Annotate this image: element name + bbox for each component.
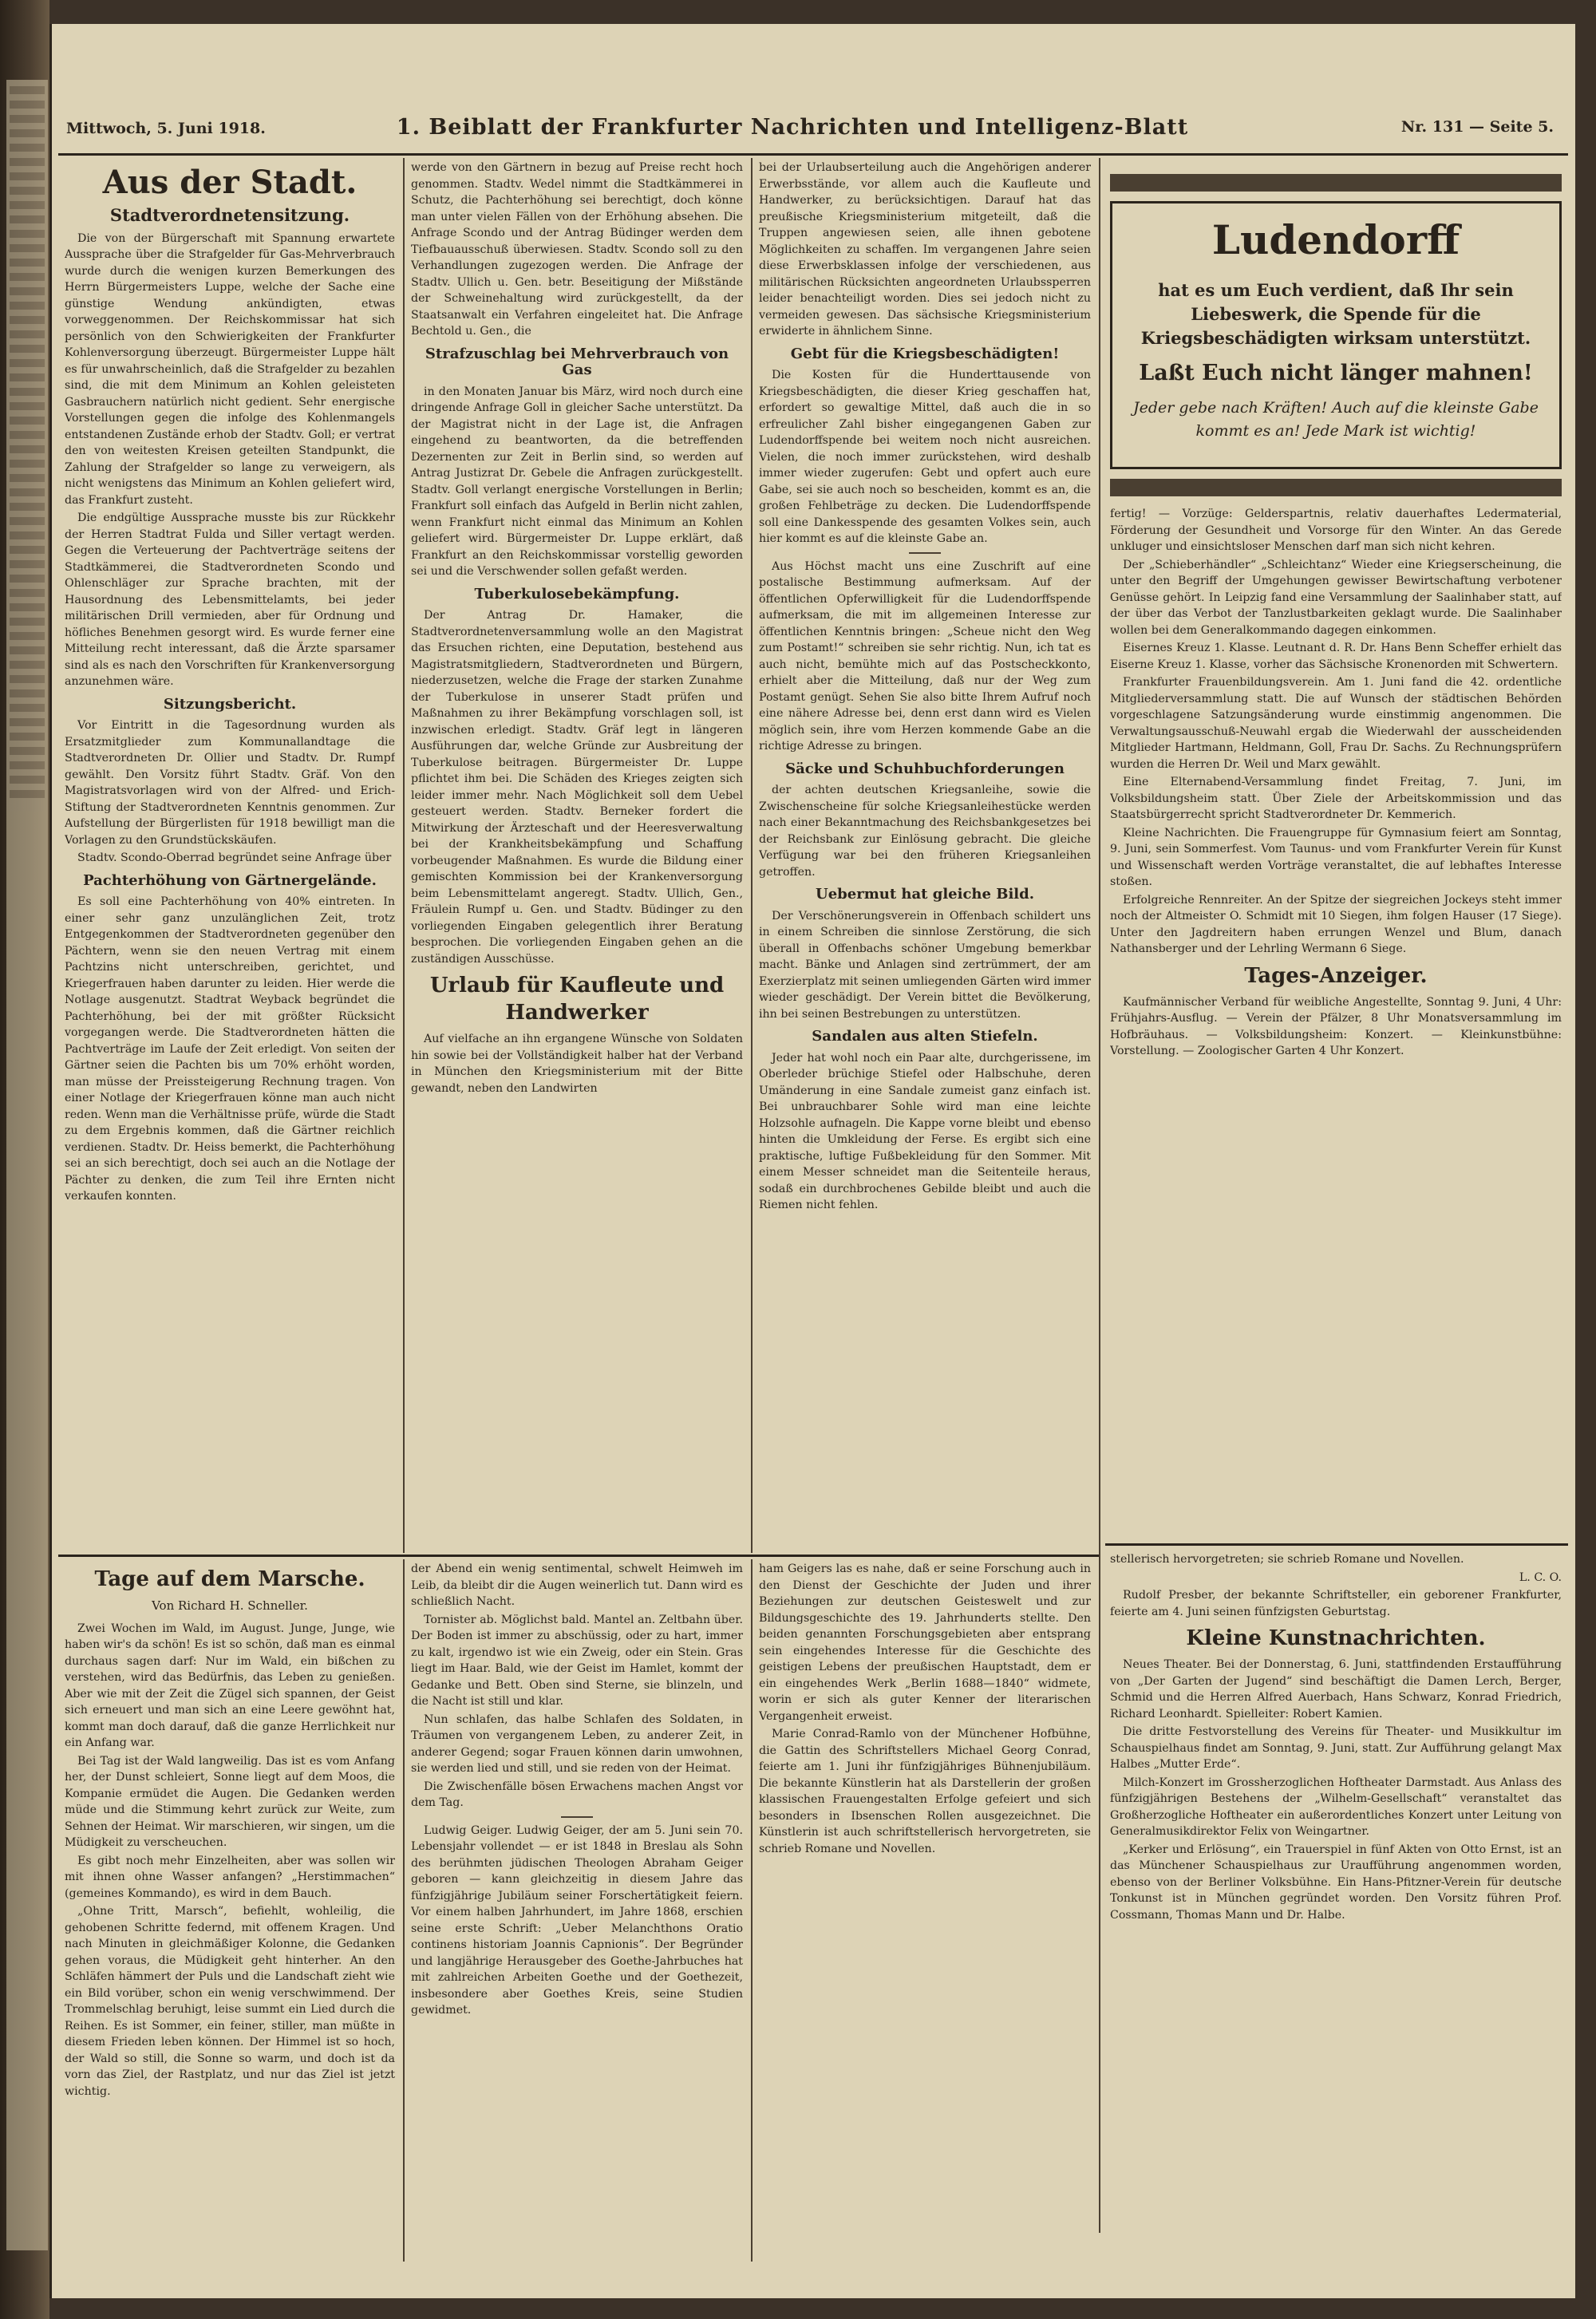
- previous-page-edge: [6, 80, 48, 2250]
- ad-title: Ludendorff: [1211, 216, 1460, 263]
- article-paragraph: stellerisch hervorgetreten; sie schrieb Romane und Novellen.: [1110, 1553, 1464, 1566]
- article-paragraph: Jeder hat wohl noch ein Paar alte, durchgerissene, im Oberleder brüchige Stiefel oder Halbschuhe, deren Umänderung in eine Sandale zumeist ganz einfach ist. Bei unbrauchbarer Sohle wird man eine leichte Holzsohle aufnageln. Die Kappe vorne bleibt und ebenso hinten die Umkleidung der Ferse. Es ergibt sich eine praktische, luftige Fußbekleidung für den Sommer. Mit einem Messer schneidet man die Seitenteile heraus, sodaß ein durchbrochenes Gebilde bleibt und auch die Riemen nicht fehlen.: [759, 1051, 1091, 1211]
- article-paragraph: der Abend ein wenig sentimental, schwelt Heimweh im Leib, da bleibt dir die Augen weinerlich tut. Dann wird es schließlich Nacht.: [411, 1562, 743, 1608]
- byline: Von Richard H. Schneller.: [152, 1598, 308, 1613]
- article-paragraph: Ludwig Geiger. Ludwig Geiger, der am 5. Juni sein 70. Lebensjahr vollendet — er ist 1848 in Breslau als Sohn des berühmten jüdischen Theologen Abraham Geiger geboren — kann gleichzeitig in diesem Jahre das fünfzigjährige Jubiläum seiner Forschertätigkeit feiern. Vor einem halben Jahrhundert, im Jahre 1868, erschien seine erste Schrift: „Ueber Melanchthons Oratio continens historiam Joannis Capnionis“. Der Begründer und langjährige Herausgeber des Goethe-Jahrbuches hat mit zahlreichen Arbeiten Goethe und der Goethezeit, insbesondere aber Goethes Kreis, seine Studien gewidmet.: [411, 1823, 743, 2017]
- article-paragraph: der achten deutschen Kriegsanleihe, sowie die Zwischenscheine für solche Kriegsanleihestücke werden nach einer Bekanntmachung des Reichsbankgesetzes bei der Reichsbank zur Einlösung gebracht. Die gleiche Verfügung war bei den früheren Kriegsanleihen getroffen.: [759, 784, 1091, 879]
- column-2: [411, 160, 743, 1550]
- article-paragraph: Erfolgreiche Rennreiter. An der Spitze der siegreichen Jockeys steht immer noch der Altmeister O. Schmidt mit 10 Siegen, ihm folgen Hauser (17 Siege). Unter den Jagdreitern haben errungen Wenzel und Blum, danach Nathansberger und der Lehrling Wermann 6 Siege.: [1110, 893, 1562, 955]
- article-paragraph: bei der Urlaubserteilung auch die Angehörigen anderer Erwerbsstände, vor allem auch die Kaufleute und Handwerker, zu berücksichtigen. Darauf hat das preußische Kriegsministerium mitgeteilt, daß die Truppen angewiesen seien, alle ihnen gebotene Möglichkeiten zu schaffen. Im vergangenen Jahre seien diese Erwerbsklassen infolge der verschiedenen, aus militärischen Rücksichten angeordneten Urlaubssperren leider benachteiligt worden. Dies sei jedoch nicht zu vermeiden gewesen. Das sächsische Kriegsministerium erwiderte in ähnlichem Sinne.: [759, 161, 1091, 338]
- article-paragraph: Marie Conrad-Ramlo von der Münchener Hofbühne, die Gattin des Schriftstellers Michael Georg Conrad, feierte am 1. Juni ihr fünfzigjähriges Bühnenjubiläum. Die bekannte Künstlerin hat als Darstellerin der großen klassischen Frauengestalten Erfolge gefeiert und sich besonders in Ibsenschen Rollen ausgezeichnet. Die Künstlerin ist auch schriftstellerisch hervorgetreten, sie schrieb Romane und Novellen.: [759, 1728, 1091, 1855]
- article-subtitle: Gebt für die Kriegsbeschädigten!: [790, 345, 1060, 362]
- article-paragraph: Die dritte Festvorstellung des Vereins für Theater- und Musikkultur im Schauspielhaus findet am Sonntag, 9. Juni, statt. Zur Aufführung gelangt Max Halbes „Mutter Erde“.: [1110, 1725, 1562, 1771]
- ad-top-bar: [1110, 174, 1562, 192]
- article-paragraph: „Kerker und Erlösung“, ein Trauerspiel in fünf Akten von Otto Ernst, ist an das Münchener Schauspielhaus zur Uraufführung angenommen worden, ebenso von der Berliner Volksbühne. Ein Hans-Pfitzner-Verein für deutsche Tonkunst ist in München gegründet worden. Den Vorsitz führen Prof. Cossmann, Thomas Mann und Dr. Halbe.: [1110, 1843, 1562, 1922]
- section-rule: [1105, 1543, 1568, 1546]
- article-paragraph: Der Antrag Dr. Hamaker, die Stadtverordnetenversammlung wolle an den Magistrat das Ersuchen richten, eine Deputation, bestehend aus Magistratsmitgliedern, Stadtverordneten und Bürgern, niederzusetzen, welche die Frage der starken Zunahme der Tuberkulose in unserer Stadt prüfen und Maßnahmen zu ihrer Bekämpfung vorschlagen soll, ist inzwischen erledigt. Stadtv. Gräf legt in längeren Ausführungen dar, welche Gründe zur Ausbreitung der Tuberkulose beitragen. Bürgermeister Dr. Luppe pflichtet ihm bei. Die Schäden des Krieges zeigten sich leider immer mehr. Nach Möglichkeit soll dem Uebel gesteuert werden. Stadtv. Berneker fordert die Mitwirkung der Ärzteschaft und der Heeresverwaltung bei der Krankheitsbekämpfung und Schaffung vorbeugender Maßnahmen. Es wurde die Bildung einer gemischten Kommission bei der Krankenversorgung beim Lebensmittelamt angeregt. Stadtv. Ullich, Gen., Fräulein Rumpf u. Gen. und Stadtv. Büdinger zu den vorliegenden Eingaben gelegentlich ihrer Beratung besprochen. Die vorliegenden Eingaben gehen an die zuständigen Ausschüsse.: [411, 609, 743, 966]
- column-4: [1110, 506, 1562, 1539]
- issue-date: Mittwoch, 5. Juni 1918.: [66, 120, 266, 137]
- article-paragraph: „Ohne Tritt, Marsch“, befiehlt, wohleilig, die gehobenen Schritte federnd, mit offenem Kragen. Und nach Minuten in gleichmäßiger Kolonne, die Gedanken gehen voraus, die Müdigkeit geht hinterher. An den Schläfen hämmert der Puls und die Landschaft zieht wie ein Bild vorüber, schon ein wenig verschwimmend. Der Trommelschlag beruhigt, leise summt ein Lied durch die Reihen. Es ist Sommer, ein feiner, stiller, man müßte in diesem Frieden leben können. Der Himmel ist so hoch, der Wald so still, die Sonne so warm, und doch ist da vorn das Ziel, der Rastplatz, und nur das Ziel ist jetzt wichtig.: [65, 1905, 395, 2098]
- column-rule: [751, 1559, 753, 2262]
- article-paragraph: Eine Elternabend-Versammlung findet Freitag, 7. Juni, im Volksbildungsheim statt. Über Ziele der Arbeitskommission und das Staatsbürgerrecht spricht Stadtverordneter Dr. Kemmerich.: [1110, 776, 1562, 821]
- article-paragraph: Tornister ab. Möglichst bald. Mantel an. Zeltbahn über. Der Boden ist immer zu abschüssig, oder zu hart, immer zu kalt, irgendwo ist wie ein Zweig, oder ein Stein. Gras liegt im Haar. Bald, wie der Geist im Hamlet, kommt der Gedanke und Bett. Oben sind Sterne, sie blinzeln, und die Nacht ist still und klar.: [411, 1613, 743, 1708]
- article-subtitle: Tuberkulosebekämpfung.: [474, 585, 680, 602]
- ad-bottom-bar: [1110, 479, 1562, 496]
- signature: L. C. O.: [1519, 1570, 1562, 1584]
- article-paragraph: Neues Theater. Bei der Donnerstag, 6. Juni, stattfindenden Erstaufführung von „Der Garten der Jugend“ sind beschäftigt die Damen Lerch, Berger, Schmid und die Herren Alfred Auerbach, Hans Schwarz, Konrad Friedrich, Richard Leonhardt. Spielleiter: Robert Kamien.: [1110, 1658, 1562, 1720]
- feuilleton-title: Tage auf dem Marsche.: [94, 1567, 365, 1591]
- article-subtitle: Sitzungsbericht.: [163, 695, 297, 713]
- article-paragraph: Kleine Nachrichten. Die Frauengruppe für Gymnasium feiert am Sonntag, 9. Juni, sein Sommerfest. Vom Taunus- und vom Frankfurter Verein für Kunst und Wissenschaft werden Vorträge veranstaltet, die auf lebhaftes Interesse stoßen.: [1110, 826, 1562, 888]
- article-paragraph: Bei Tag ist der Wald langweilig. Das ist es vom Anfang her, der Dunst schleiert, Sonne liegt auf dem Moos, die Kompanie ermüdet die Augen. Die Gedanken werden müde und die Stimmung kehrt zurück zur Weite, zum Sehnen der Heimat. Wir marschieren, wir singen, um die Müdigkeit zu verscheuchen.: [65, 1754, 395, 1849]
- article-paragraph: Der „Schieberhändler“ „Schleichtanz“ Wieder eine Kriegserscheinung, die unter den Begriff der Umgehungen gewisser Bewirtschaftung verbotener Genüsse gehört. In Leipzig fand eine Versammlung der Saalinhaber statt, auf der über das Verbot der Tanzlustbarkeiten geklagt wurde. Die Saalinhaber wollen bei dem Generalkommando dagegen einkommen.: [1110, 558, 1562, 637]
- article-paragraph: Frankfurter Frauenbildungsverein. Am 1. Juni fand die 42. ordentliche Mitgliederversammlung statt. Die auf Wunsch der städtischen Behörden vorgeschlagene Satzungsänderung wurde einstimmig angenommen. Die Verwaltungsausschuß-Neuwahl ergab die Wiederwahl der ausscheidenden Mitglieder Hartmann, Heldmann, Goll, Frau Dr. Sachs. Zu Rechnungsprüfern wurden die Herren Dr. Weil und Marx gewählt.: [1110, 676, 1562, 771]
- column-8: [1110, 1551, 1562, 2263]
- separator: [561, 1816, 593, 1818]
- article-paragraph: in den Monaten Januar bis März, wird noch durch eine dringende Anfrage Goll in gleicher Sache unterstützt. Da der Magistrat nicht in der Lage ist, die Anfragen eingehend zu beantworten, da die betreffenden Dezernenten zur Zeit in Berlin sind, so werden auf Antrag Justizrat Dr. Gebele die Anfragen zurückgestellt. Stadtv. Goll verlangt energische Vorstellungen in Berlin; Frankfurt soll einfach das Aufgeld in Berlin nicht zahlen, wenn Frankfurt nicht einmal das Minimum an Kohlen geliefert wird. Bürgermeister Dr. Luppe erklärt, daß Frankfurt an den Reichskommissar vorstellig geworden sei und die Verschwender sollen gefaßt werden.: [411, 385, 743, 578]
- column-rule: [403, 158, 405, 1553]
- article-subtitle: Sandalen aus alten Stiefeln.: [812, 1028, 1038, 1045]
- article-paragraph: Rudolf Presber, der bekannte Schriftsteller, ein geborener Frankfurter, feierte am 4. Juni seinen fünfzigsten Geburtstag.: [1110, 1589, 1562, 1618]
- section-title: Aus der Stadt.: [102, 164, 358, 201]
- masthead: [58, 101, 1568, 152]
- article-paragraph: Die Zwischenfälle bösen Erwachens machen Angst vor dem Tag.: [411, 1780, 743, 1809]
- article-paragraph: ham Geigers las es nahe, daß er seine Forschung auch in den Dienst der Geschichte der Juden und ihrer Beziehungen zur deutschen Geisteswelt und zur Bildungsgeschichte des 19. Jahrhunderts stellte. Den beiden genannten Forschungsgebieten aber entsprang sein eingehendes Interesse für die Geschichte des geistigen Lebens der preußischen Hauptstadt, dem er ein eingehendes Werk „Berlin 1688—1840“ widmete, worin er sich als guter Kenner der literarischen Vergangenheit erweist.: [759, 1562, 1091, 1723]
- article-paragraph: Es gibt noch mehr Einzelheiten, aber was sollen wir mit ihnen ohne Wasser anfangen? „Herstimmachen“ (gemeines Kommando), es wird in dem Bauch.: [65, 1854, 395, 1900]
- article-paragraph: fertig! — Vorzüge: Gelderspartnis, relativ dauerhaftes Ledermaterial, Förderung der Gesundheit und Vorsorge für den Winter. An das Gerede unkluger und einsichtsloser Menschen darf man sich nicht kehren.: [1110, 508, 1562, 553]
- column-rule: [751, 158, 753, 1553]
- article-subtitle: Pachterhöhung von Gärtnergelände.: [83, 871, 377, 889]
- article-paragraph: Milch-Konzert im Grossherzoglichen Hoftheater Darmstadt. Aus Anlass des fünfzigjährigen Bestehens der „Wilhelm-Gesellschaft“ veranstaltet das Großherzogliche Hoftheater ein außerordentliches Konzert unter Leitung von Generalmusikdirektor Felix von Weingartner.: [1110, 1776, 1562, 1838]
- ludendorff-ad: [1110, 201, 1562, 469]
- article-subtitle: Säcke und Schuhbuchforderungen: [785, 760, 1065, 777]
- article-title: Stadtverordnetensitzung.: [109, 205, 350, 225]
- article-paragraph: Die von der Bürgerschaft mit Spannung erwartete Aussprache über die Strafgelder für Gas-Mehrverbrauch wurde durch die wenigen kurzen Bemerkungen des Herrn Bürgermeisters Luppe, welche der Sache eine günstige Wendung ankündigten, etwas vorweggenommen. Der Reichskommissar hat sich persönlich von den Schwierigkeiten der Frankfurter Kohlenversorgung überzeugt. Bürgermeister Luppe hält es für unwahrscheinlich, daß die Strafgelder zu bezahlen sind, die mit dem Minimum an Kohlen geleisteten Gasbrauchern natürlich nicht gedient. Sehr energische Vorstellungen gegen die infolge des Kohlenmangels entstandenen Zustände erhob der Stadtv. Goll; er vertrat den von weitesten Kreisen geteilten Standpunkt, die Zahlung der Strafgelder so lange zu verweigern, als nicht wenigstens das Minimum an Kohlen geliefert wird, das Frankfurt zusteht.: [65, 231, 395, 507]
- ad-slogan: Laßt Euch nicht länger mahnen!: [1139, 361, 1533, 385]
- article-paragraph: Eisernes Kreuz 1. Klasse. Leutnant d. R. Dr. Hans Benn Scheffer erhielt das Eiserne Kreuz 1. Klasse, vorher das Sächsische Kronenorden mit Schwertern.: [1110, 642, 1562, 671]
- column-1: [65, 160, 395, 1550]
- column-5: [65, 1561, 395, 2263]
- article-paragraph: Nun schlafen, das halbe Schlafen des Soldaten, in Träumen von vergangenem Leben, zu anderer Zeit, in anderer Gegend; sogar Frauen können darin umwohnen, sie werden lied und still, und sie reden von der Heimat.: [411, 1713, 743, 1775]
- feuilleton-rule: [58, 1555, 1099, 1557]
- article-paragraph: Vor Eintritt in die Tagesordnung wurden als Ersatzmitglieder zum Kommunallandtage die Stadtverordneten Dr. Ollier und Stadtv. Dr. Rumpf gewählt. Den Vorsitz führt Stadtv. Gräf. Von den Magistratsvorlagen wird von der Alfred- und Erich-Stiftung der Stadtverordneten Kenntnis genommen. Zur Aufstellung der Bürgerlisten für 1918 bewilligt man die Vorlagen zu den Grundstückskäufen.: [65, 719, 395, 847]
- article-paragraph: Die Kosten für die Hunderttausende von Kriegsbeschädigten, die dieser Krieg geschaffen hat, erfordert so gewaltige Mittel, daß auch die in so erfreulicher Zahl bisher eingegangenen Gaben zur Ludendorffspende bei weitem noch nicht ausreichen. Vielen, die noch immer zurückstehen, wird deshalb immer wieder zugerufen: Gebt und opfert auch eure Gabe, sei sie auch noch so bescheiden, kommt es an, die großen Fehlbeträge zu decken. Die Ludendorffspende soll eine Dankesspende des gesamten Volkes sein, auch hier kommt es auf die kleinste Gabe an.: [759, 369, 1091, 545]
- article-title: Urlaub für Kaufleute und Handwerker: [429, 974, 725, 1025]
- article-paragraph: werde von den Gärtnern in bezug auf Preise recht hoch genommen. Stadtv. Wedel nimmt die Stadtkämmerei in Schutz, die Pachterhöhung sei berechtigt, doch könne man unter vielen Fällen von der Erhöhung absehen. Die Anfrage Scondo und der Antrag Büdinger werden dem Tiefbauausschuß überwiesen. Stadtv. Scondo soll zu den Verhandlungen zugezogen werden. Die Anfrage der Stadtv. Ullich u. Gen. betr. Beseitigung der Mißstände der Schweinehaltung wird zurückgestellt, da der Staatsanwalt ein Verfahren eingeleitet hat. Die Anfrage Bechtold u. Gen., die: [411, 161, 743, 338]
- article-paragraph: Der Verschönerungsverein in Offenbach schildert uns in einem Schreiben die sinnlose Zerstörung, die sich überall in Offenbachs schöner Umgebung bemerkbar macht. Bänke und Anlagen sind zertrümmert, der am Exerzierplatz mit seinen umliegenden Gärten wird immer wieder geschädigt. Der Verein bittet die Bevölkerung, ihn bei seinen Bestrebungen zu unterstützen.: [759, 909, 1091, 1021]
- ad-text: Jeder gebe nach Kräften! Auch auf die kleinste Gabe kommt es an! Jede Mark ist wichtig!: [1133, 399, 1539, 440]
- article-subtitle: Uebermut hat gleiche Bild.: [816, 886, 1034, 903]
- page-number: Nr. 131 — Seite 5.: [1400, 118, 1554, 136]
- separator: [909, 552, 941, 554]
- article-title: Tages-Anzeiger.: [1244, 963, 1428, 988]
- article-paragraph: Die endgültige Aussprache musste bis zur Rückkehr der Herren Stadtrat Fulda und Siller vertagt werden. Gegen die Verteuerung der Pachtverträge seitens der Stadtkämmerei, die Stadtverordneten Scondo und Ohlenschläger zur Sprache brachten, mit der Hausordnung des Lebensmittelamts, bei jeder militärischen Drill vermieden, aber für Ordnung und höfliches Benehmen gesorgt wird. Es wurde ferner eine Mitteilung recht interessant, daß die Ärzte sparsamer sind als es nach den Vorschriften für Krankenversorgung anzunehmen wäre.: [65, 512, 395, 688]
- article-paragraph: Auf vielfache an ihn ergangene Wünsche von Soldaten hin sowie bei der Vollständigkeit halber hat der Verband in München den Kriegsministerium mit der Bitte gewandt, neben den Landwirten: [411, 1033, 743, 1095]
- article-paragraph: Kaufmännischer Verband für weibliche Angestellte, Sonntag 9. Juni, 4 Uhr: Frühjahrs-Ausflug. — Verein der Pfälzer, 8 Uhr Monatsversammlung im Hofbräuhaus. — Volksbildungsheim: Konzert. — Kleinkunstbühne: Vorstellung. — Zoologischer Garten 4 Uhr Konzert.: [1110, 995, 1562, 1057]
- column-rule: [1099, 158, 1100, 2233]
- article-subtitle: Strafzuschlag bei Mehrverbrauch von Gas: [425, 345, 729, 378]
- column-6: [411, 1561, 743, 2263]
- column-7: [759, 1561, 1091, 2263]
- article-title: Kleine Kunstnachrichten.: [1186, 1626, 1486, 1650]
- masthead-rule: [58, 153, 1568, 156]
- newspaper-title: 1. Beiblatt der Frankfurter Nachrichten und Intelligenz-Blatt: [396, 115, 1189, 140]
- column-rule: [403, 1559, 405, 2262]
- ad-text: hat es um Euch verdient, daß Ihr sein Liebeswerk, die Spende für die Kriegsbeschädigten wirksam unterstützt.: [1140, 280, 1531, 348]
- article-paragraph: Aus Höchst macht uns eine Zuschrift auf eine postalische Bestimmung aufmerksam. Auf der öffentlichen Opferwilligkeit für die Ludendorffspende aufmerksam, die mit im allgemeinen Interesse zur öffentlichen Kenntnis bringen: „Scheue nicht den Weg zum Postamt!“ schreiben sie sehr richtig. Nun, ich tat es auch nicht, bemühte mich auf das Postscheckkonto, erhielt aber die Mitteilung, daß nur der Weg zum Postamt genügt. Sehen Sie also bitte Ihrem Aufruf noch eine nähere Adresse bei, denn erst dann wird es Vielen möglich sein, ihre vom Herzen kommende Gabe an die richtige Adresse zu bringen.: [759, 559, 1091, 753]
- column-3: [759, 160, 1091, 1550]
- article-paragraph: Zwei Wochen im Wald, im August. Junge, Junge, wie haben wir's da schön! Es ist so schön, daß man es einmal durchaus sagen darf: Nur im Wald, ein bißchen zu verstehen, wird das Bedürfnis, das Leben zu genießen. Aber wie mit der Zeit die Zügel sich spannen, der Geist sich erneuert und man sich an eine Leere gewöhnt hat, kommt man doch darauf, daß die ganze Herrlichkeit nur ein Anfang war.: [65, 1622, 395, 1749]
- article-paragraph: Stadtv. Scondo-Oberrad begründet seine Anfrage über: [77, 851, 392, 864]
- article-paragraph: Es soll eine Pachterhöhung von 40% eintreten. In einer sehr ganz unzulänglichen Zeit, trotz Entgegenkommen der Stadtverordneten gegenüber den Pächtern, wenn sie den neuen Vertrag mit einem Pachtzins nicht unterschreiben, gerichtet, und Kriegerfrauen haben darunter zu leiden. Hier werde die Notlage ausgenutzt. Stadtrat Weyback begründet die Pachterhöhung, bei der mit größter Rücksicht vorgegangen werde. Die Stadtverordneten hätten die Pachtverträge im Laufe der Zeit erledigt. Von seiten der Gärtner seien die Pachten bis um 70% erhöht worden, man müsse der Preissteigerung Rechnung tragen. Von einer Notlage der Kriegerfrauen könne man auch nicht reden. Wenn man die Verhältnisse prüfe, würde die Stadt zu dem Ergebnis kommen, daß die Gärtner reichlich verdienen. Stadtv. Dr. Heiss bemerkt, die Pachterhöhung sei an sich berechtigt, doch sei auch an die Notlage der Pächter zu denken, die zum Teil ihre Ernten nicht verkaufen konnten.: [65, 895, 395, 1203]
- newspaper-page: [49, 24, 1575, 2298]
